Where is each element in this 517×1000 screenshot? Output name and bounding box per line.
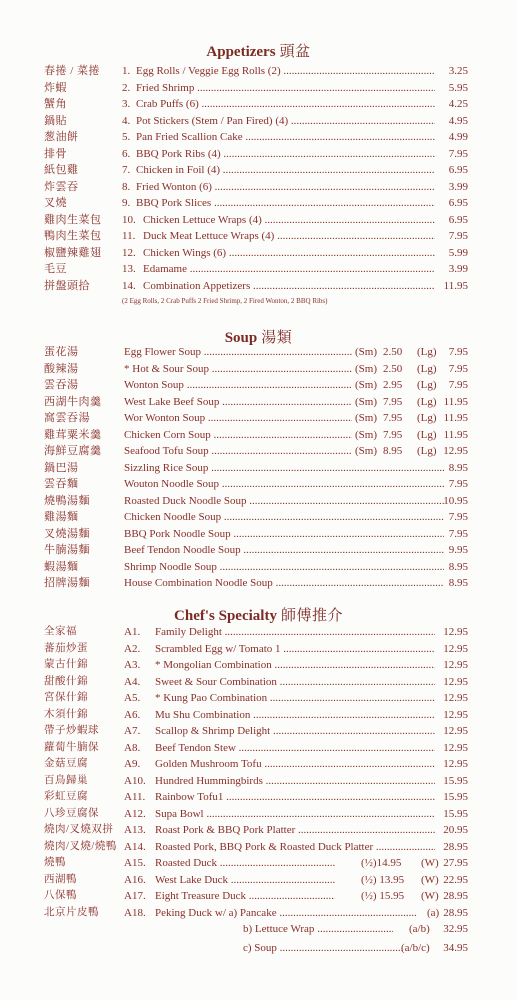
large-label: (Lg): [417, 445, 437, 457]
item-price: 5.99: [448, 246, 468, 259]
appetizers-note: (2 Egg Rolls, 2 Crab Puffs 2 Fried Shrimp, 2 Fired Wonton, 2 BBQ Ribs): [122, 297, 328, 305]
item-name: Roasted Pork, BBQ Pork & Roasted Duck Platter .....: [155, 839, 435, 856]
item-name: Egg Rolls / Veggie Egg Rolls (2) .....: [136, 63, 435, 80]
item-code: A16.: [124, 873, 146, 886]
large-price: 7.95: [448, 362, 468, 375]
soup-list: [0, 344, 517, 592]
item-name: Supa Bowl .....: [155, 806, 435, 823]
item-price: 4.99: [448, 131, 468, 143]
large-price: 7.95: [448, 511, 468, 523]
item-number: 3.: [122, 98, 131, 110]
specialty-title-en: Chef's Specialty: [174, 608, 277, 624]
item-name: Shrimp Noodle Soup .....: [124, 559, 444, 576]
large-price: 8.95: [448, 577, 468, 589]
item-code: A8.: [124, 741, 141, 754]
large-label: (Lg): [417, 379, 437, 391]
item-number: 13.: [122, 263, 136, 275]
peking-option-label: b) Lettuce Wrap .....: [243, 921, 393, 937]
soup-row: [0, 542, 517, 559]
item-price: 4.95: [448, 114, 468, 127]
small-price: 7.95: [383, 412, 403, 424]
large-price: 8.95: [448, 461, 468, 474]
item-chinese-name: 全家福: [44, 626, 77, 637]
item-price: 7.95: [448, 147, 468, 160]
item-code: A11.: [124, 791, 146, 803]
small-price: 7.95: [383, 428, 403, 441]
soup-title-en: Soup: [224, 330, 258, 346]
item-name: * Mongolian Combination .....: [155, 657, 435, 674]
small-label: (Sm): [355, 346, 377, 358]
soup-row: [0, 361, 517, 378]
item-name: Golden Mushroom Tofu .....: [155, 756, 435, 773]
item-code: A4.: [124, 675, 141, 688]
item-chinese-name: 招牌湯麵: [44, 577, 90, 589]
item-name: West Lake Beef Soup .....: [124, 394, 352, 411]
item-code: A6.: [124, 708, 141, 721]
item-price: 6.95: [448, 197, 468, 209]
item-name: Eight Treasure Duck .....: [155, 888, 335, 905]
item-chinese-name: 葱油餅: [44, 131, 79, 143]
small-price: 2.50: [383, 362, 403, 375]
large-price: 7.95: [448, 527, 468, 540]
item-number: 8.: [122, 180, 131, 193]
item-code: A10.: [124, 774, 146, 787]
small-label: (Sm): [355, 395, 377, 408]
peking-option-price: 32.95: [443, 923, 468, 935]
item-number: 7.: [122, 164, 131, 176]
item-number: 5.: [122, 131, 131, 143]
item-chinese-name: 帶子炒蝦球: [44, 725, 99, 736]
item-name: Pan Fried Scallion Cake .....: [136, 129, 435, 146]
item-price: 6.95: [448, 164, 468, 176]
item-number: 10.: [122, 213, 136, 226]
small-price: 2.95: [383, 379, 403, 391]
soup-row: [0, 476, 517, 493]
item-chinese-name: 八珍豆腐保: [44, 807, 99, 819]
specialty-title-zh: 師傅推介: [280, 608, 343, 624]
specialty-row: [0, 707, 517, 724]
item-number: 11.: [122, 230, 136, 242]
item-chinese-name: 叉燒湯麵: [44, 527, 90, 540]
item-chinese-name: 椒鹽辣雞翅: [44, 246, 102, 259]
item-price: 20.95: [443, 824, 468, 836]
item-name: Mu Shu Combination .....: [155, 707, 435, 724]
item-code: A17.: [124, 890, 146, 902]
appetizers-list: [0, 63, 517, 294]
item-price: 15.95: [443, 791, 468, 803]
appetizers-title: [0, 40, 517, 61]
item-chinese-name: 春捲 / 菜捲: [44, 65, 101, 77]
item-chinese-name: 蟹角: [44, 98, 67, 110]
item-code: A2.: [124, 642, 141, 655]
small-label: (Sm): [355, 379, 377, 391]
item-price: 12.95: [443, 692, 468, 704]
soup-row: [0, 526, 517, 543]
item-price: 12.95: [443, 708, 468, 721]
appetizer-row: [0, 162, 517, 179]
item-price: 3.99: [448, 180, 468, 193]
item-price: 12.95: [443, 741, 468, 754]
item-price: 28.95: [443, 906, 468, 919]
specialty-row: [0, 624, 517, 641]
item-price: 12.95: [443, 659, 468, 671]
appetizer-row: [0, 63, 517, 80]
half-price: (½) 15.95: [361, 890, 405, 902]
item-name: Scallop & Shrimp Delight .....: [155, 723, 435, 740]
appetizers-title-en: Appetizers: [206, 44, 276, 60]
item-chinese-name: 炸雲吞: [44, 180, 79, 193]
item-name: Beef Tendon Stew .....: [155, 740, 435, 757]
item-name: House Combination Noodle Soup .....: [124, 575, 444, 592]
large-price: 11.95: [443, 412, 468, 424]
soup-row: [0, 493, 517, 510]
item-number: 1.: [122, 65, 131, 77]
item-chinese-name: 牛腩湯麵: [44, 544, 90, 556]
item-code: A5.: [124, 692, 141, 704]
soup-row: [0, 394, 517, 411]
specialty-row: [0, 641, 517, 658]
item-name: BBQ Pork Ribs (4) .....: [136, 146, 435, 163]
item-name: BBQ Pork Slices .....: [136, 195, 435, 212]
item-price: 3.25: [448, 65, 468, 77]
specialty-row: [0, 773, 517, 790]
soup-row: [0, 509, 517, 526]
appetizer-row: [0, 80, 517, 97]
item-code: A1.: [124, 626, 141, 638]
item-price: 12.95: [443, 626, 468, 638]
item-chinese-name: 排骨: [44, 147, 67, 160]
item-name: Edamame .....: [143, 261, 435, 278]
item-name: Roasted Duck .....: [155, 855, 335, 872]
item-chinese-name: 八保鴨: [44, 890, 77, 901]
appetizer-row: [0, 278, 517, 295]
specialty-row: [0, 822, 517, 839]
item-chinese-name: 雞湯麵: [44, 511, 79, 523]
whole-label: (a): [427, 906, 440, 919]
soup-title-zh: 湯類: [261, 330, 293, 346]
item-chinese-name: 蕃茄炒蛋: [44, 642, 88, 654]
item-chinese-name: 雲吞湯: [44, 379, 79, 391]
item-price: 28.95: [443, 840, 468, 853]
specialty-row: [0, 657, 517, 674]
large-price: 9.95: [448, 544, 468, 556]
item-chinese-name: 窩雲吞湯: [44, 412, 90, 424]
item-chinese-name: 酸辣湯: [44, 362, 79, 375]
large-price: 11.95: [443, 428, 468, 441]
specialty-list: [0, 624, 517, 921]
item-chinese-name: 宮保什錦: [44, 692, 88, 703]
item-price: 11.95: [443, 279, 468, 292]
item-number: 4.: [122, 114, 131, 127]
appetizer-row: [0, 245, 517, 262]
specialty-row: [0, 888, 517, 905]
specialty-row: [0, 740, 517, 757]
item-code: A7.: [124, 725, 141, 737]
item-chinese-name: 雞茸粟米羹: [44, 428, 102, 441]
peking-option-label: c) Soup .....: [243, 940, 403, 956]
item-name: Rainbow Tofu1 .....: [155, 789, 435, 806]
item-chinese-name: 鴨肉生菜包: [44, 230, 102, 242]
item-price: 5.95: [448, 81, 468, 94]
specialty-row: [0, 855, 517, 872]
item-price: 15.95: [443, 774, 468, 787]
item-chinese-name: 百鳥歸巢: [44, 774, 88, 786]
item-name: Scrambled Egg w/ Tomato 1 .....: [155, 641, 435, 658]
item-chinese-name: 燒鴨湯麵: [44, 494, 90, 507]
item-name: Egg Flower Soup .....: [124, 344, 352, 361]
large-price: 8.95: [448, 560, 468, 573]
item-chinese-name: 金菇豆腐: [44, 758, 88, 769]
item-chinese-name: 鍋巴湯: [44, 461, 79, 474]
item-chinese-name: 雞肉生菜包: [44, 213, 102, 226]
item-name: Pot Stickers (Stem / Pan Fired) (4) .....: [136, 113, 435, 130]
item-price: 4.25: [448, 98, 468, 110]
item-price: 12.95: [443, 642, 468, 655]
item-name: Crab Puffs (6) .....: [136, 96, 435, 113]
item-name: Fried Wonton (6) .....: [136, 179, 435, 196]
item-price: 12.95: [443, 725, 468, 737]
appetizer-row: [0, 195, 517, 212]
item-name: Wonton Soup .....: [124, 377, 352, 394]
item-name: Sweet & Sour Combination .....: [155, 674, 435, 691]
specialty-row: [0, 806, 517, 823]
soup-row: [0, 427, 517, 444]
item-chinese-name: 蒙古什錦: [44, 659, 88, 670]
item-chinese-name: 木須什錦: [44, 708, 88, 720]
item-price: 3.99: [448, 263, 468, 275]
appetizer-row: [0, 129, 517, 146]
item-price: 22.95: [443, 873, 468, 886]
whole-label: (W): [421, 857, 439, 869]
item-name: West Lake Duck .....: [155, 872, 335, 889]
large-label: (Lg): [417, 362, 437, 375]
large-price: 11.95: [443, 395, 468, 408]
item-chinese-name: 海鮮豆腐羹: [44, 445, 102, 457]
item-chinese-name: 蛋花湯: [44, 346, 79, 358]
item-chinese-name: 北京片皮鴨: [44, 906, 99, 918]
appetizer-row: [0, 146, 517, 163]
item-name: Fried Shrimp .....: [136, 80, 435, 97]
item-price: 12.95: [443, 758, 468, 770]
item-name: BBQ Pork Noodle Soup .....: [124, 526, 444, 543]
item-name: Beef Tendon Noodle Soup .....: [124, 542, 444, 559]
specialty-row: [0, 756, 517, 773]
item-name: Peking Duck w/ a) Pancake .....: [155, 905, 417, 922]
large-price: 10.95: [443, 494, 468, 507]
item-number: 12.: [122, 246, 136, 259]
item-price: 12.95: [443, 675, 468, 688]
item-code: A9.: [124, 758, 141, 770]
specialty-row: [0, 839, 517, 856]
item-name: * Hot & Sour Soup .....: [124, 361, 352, 378]
large-label: (Lg): [417, 412, 437, 424]
item-price: 7.95: [448, 230, 468, 242]
small-price: 2.50: [383, 346, 403, 358]
item-number: 6.: [122, 147, 131, 160]
item-chinese-name: 鍋貼: [44, 114, 67, 127]
large-price: 12.95: [443, 445, 468, 457]
item-name: Family Delight .....: [155, 624, 435, 641]
soup-row: [0, 575, 517, 592]
item-name: Combination Appetizers .....: [143, 278, 435, 295]
soup-row: [0, 344, 517, 361]
large-price: 7.95: [448, 346, 468, 358]
half-price: (½) 13.95: [361, 873, 405, 886]
specialty-row: [0, 674, 517, 691]
item-code: A12.: [124, 807, 146, 820]
item-name: Chicken in Foil (4) .....: [136, 162, 435, 179]
item-name: Chicken Corn Soup .....: [124, 427, 352, 444]
item-name: Chicken Lettuce Wraps (4) .....: [143, 212, 435, 229]
appetizer-row: [0, 96, 517, 113]
soup-row: [0, 377, 517, 394]
whole-label: (W): [421, 873, 439, 886]
soup-row: [0, 443, 517, 460]
large-price: 7.95: [448, 379, 468, 391]
item-number: 2.: [122, 81, 131, 94]
item-name: Hundred Hummingbirds .....: [155, 773, 435, 790]
item-chinese-name: 紙包雞: [44, 164, 79, 176]
item-chinese-name: 燒肉/叉燒/燒鴨: [44, 840, 117, 852]
small-price: 7.95: [383, 395, 403, 408]
peking-option-price: 34.95: [443, 942, 468, 954]
specialty-row: [0, 723, 517, 740]
item-price: 28.95: [443, 890, 468, 902]
specialty-row: [0, 872, 517, 889]
item-number: 14.: [122, 279, 136, 292]
large-label: (Lg): [417, 395, 437, 408]
item-name: Chicken Wings (6) .....: [143, 245, 435, 262]
whole-label: (W): [421, 890, 439, 902]
item-code: A15.: [124, 857, 146, 869]
peking-option-tag: (a/b): [409, 923, 430, 935]
soup-row: [0, 559, 517, 576]
item-chinese-name: 彩虹豆腐: [44, 791, 88, 802]
item-price: 27.95: [443, 857, 468, 869]
specialty-row: [0, 690, 517, 707]
appetizer-row: [0, 212, 517, 229]
small-price: 8.95: [383, 445, 403, 457]
item-name: * Kung Pao Combination .....: [155, 690, 435, 707]
item-price: 15.95: [443, 807, 468, 820]
item-chinese-name: 蝦湯麵: [44, 560, 79, 573]
item-chinese-name: 毛豆: [44, 263, 67, 275]
item-chinese-name: 叉燒: [44, 197, 67, 209]
item-chinese-name: 雲吞麵: [44, 478, 79, 490]
item-name: Wouton Noodle Soup .....: [124, 476, 444, 493]
small-label: (Sm): [355, 412, 377, 424]
item-number: 9.: [122, 197, 131, 209]
small-label: (Sm): [355, 445, 377, 457]
item-chinese-name: 西湖鴨: [44, 873, 77, 885]
appetizer-row: [0, 113, 517, 130]
item-name: Duck Meat Lettuce Wraps (4) .....: [143, 228, 435, 245]
item-code: A13.: [124, 824, 146, 836]
item-name: Seafood Tofu Soup .....: [124, 443, 352, 460]
half-price: (½)14.95: [361, 857, 402, 869]
item-price: 6.95: [448, 213, 468, 226]
item-chinese-name: 拼盤頭拾: [44, 279, 90, 292]
item-name: Wor Wonton Soup .....: [124, 410, 352, 427]
item-code: A18.: [124, 906, 146, 919]
item-chinese-name: 甜酸什錦: [44, 675, 88, 687]
item-name: Roast Pork & BBQ Pork Platter .....: [155, 822, 435, 839]
item-name: Chicken Noodle Soup .....: [124, 509, 444, 526]
small-label: (Sm): [355, 428, 377, 441]
appetizer-row: [0, 179, 517, 196]
specialty-title: [0, 604, 517, 625]
item-code: A14.: [124, 840, 146, 853]
appetizer-row: [0, 228, 517, 245]
peking-option-tag: (a/b/c): [401, 942, 430, 954]
item-chinese-name: 燒鴨: [44, 857, 66, 868]
small-label: (Sm): [355, 362, 377, 375]
soup-row: [0, 410, 517, 427]
specialty-row: [0, 905, 517, 922]
item-name: Roasted Duck Noodle Soup .....: [124, 493, 444, 510]
item-name: Sizzling Rice Soup .....: [124, 460, 444, 477]
large-label: (Lg): [417, 428, 437, 441]
item-chinese-name: 炸蝦: [44, 81, 67, 94]
specialty-row: [0, 789, 517, 806]
large-label: (Lg): [417, 346, 437, 358]
item-chinese-name: 西湖牛肉羹: [44, 395, 102, 408]
item-code: A3.: [124, 659, 141, 671]
soup-row: [0, 460, 517, 477]
item-chinese-name: 燒肉/叉燒双拼: [44, 824, 114, 835]
appetizers-title-zh: 頭盆: [279, 44, 311, 60]
appetizer-row: [0, 261, 517, 278]
item-chinese-name: 蘿蔔牛腩保: [44, 741, 99, 753]
large-price: 7.95: [448, 478, 468, 490]
